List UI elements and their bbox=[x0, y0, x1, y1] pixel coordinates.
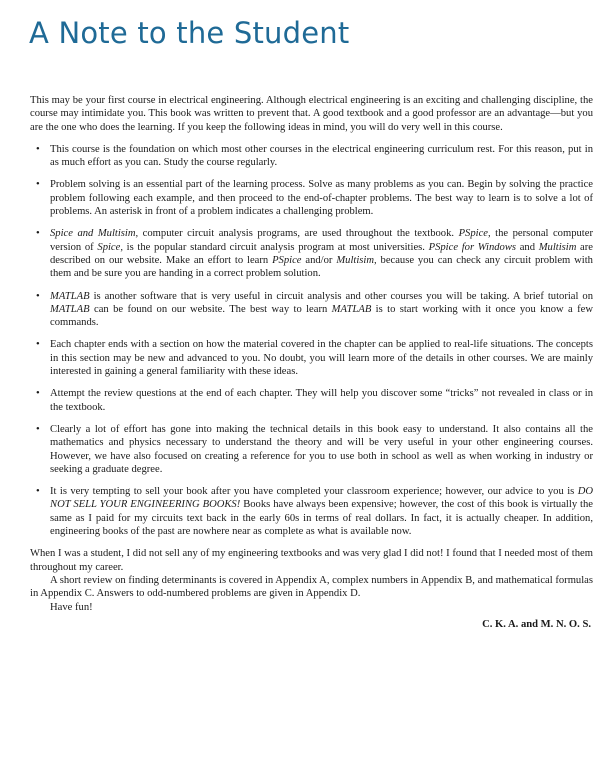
list-item bbox=[30, 485, 593, 538]
list-item-text bbox=[50, 291, 593, 329]
italic-term: Spice, bbox=[97, 241, 123, 253]
list-item-text bbox=[50, 486, 593, 537]
bullet-icon: • bbox=[36, 228, 40, 240]
italic-term: DO NOT SELL YOUR ENGINEERING BOOKS! bbox=[50, 486, 593, 511]
italic-term: MATLAB bbox=[50, 303, 90, 315]
italic-term: Multisim, bbox=[336, 254, 377, 266]
bullet-icon: • bbox=[36, 339, 40, 351]
text-run: Books have always been expensive; however, the cost of this book is virtually the same as I paid for my circuits text back in the early 60s in terms of real dollars. In fact, it is actually cheaper. In addition, engineering books of the past are nowhere near as complete as what is available now. bbox=[50, 499, 593, 538]
text-run: It is very tempting to sell your book after you have completed your classroom experience; however, our advice to you is bbox=[50, 486, 578, 498]
list-item bbox=[30, 178, 593, 218]
list-item-text: Clearly a lot of effort has gone into making the technical details in this book easy to understand. It also contains all the mathematics and physics necessary to understand the theory and will be very useful in your other engineering courses. However, we have also focused on creating a reference for you to use both in school as well as when working in industry or seeking a graduate degree. bbox=[50, 423, 593, 475]
list-item bbox=[30, 143, 593, 170]
italic-term: MATLAB bbox=[331, 303, 372, 315]
bullet-icon: • bbox=[36, 486, 40, 498]
text-run: and bbox=[516, 241, 539, 253]
bullet-icon: • bbox=[36, 388, 40, 400]
text-run: is the popular standard circuit analysis program at most universities. bbox=[122, 241, 429, 253]
tips-list bbox=[30, 143, 593, 538]
italic-term: PSpice, bbox=[458, 228, 491, 240]
list-item bbox=[30, 423, 593, 476]
sign-off: Have fun! bbox=[50, 601, 93, 613]
italic-term: PSpice bbox=[272, 254, 302, 266]
list-item-text: Problem solving is an essential part of the learning process. Solve as many problems as you can. Begin by solving the practice problem following each example, and then proceed to the end-of-chapter problems. The best way to learn is to solve a lot of problems. An asterisk in front of a problem indicates a challenging problem. bbox=[50, 179, 593, 218]
bullet-icon: • bbox=[36, 290, 40, 302]
bullet-icon: • bbox=[36, 423, 40, 435]
list-item bbox=[30, 387, 593, 414]
text-run: computer circuit analysis programs, are used throughout the textbook. bbox=[138, 228, 459, 240]
bullet-icon: • bbox=[36, 179, 40, 191]
bullet-icon: • bbox=[36, 143, 40, 155]
list-item bbox=[30, 227, 593, 280]
list-item-text: Each chapter ends with a section on how the material covered in the chapter can be applied to real-life situations. The concepts in this section may be new and advanced to you. No doubt, you will learn more of the details in other courses. We are mainly interested in gaining a general familiarity with these ideas. bbox=[50, 339, 593, 378]
signature: C. K. A. and M. N. O. S. bbox=[482, 618, 591, 630]
text-run: because you can check any circuit problem with them and be sure you are handing in a correct problem solution. bbox=[50, 254, 593, 280]
list-item-text: Attempt the review questions at the end of each chapter. They will help you discover some “tricks” not revealed in class or in the textbook. bbox=[50, 388, 593, 413]
list-item-text: This course is the foundation on which most other courses in the electrical engineering curriculum rest. For this reason, put in as much effort as you can. Study the course regularly. bbox=[50, 143, 593, 169]
text-run: is to start working with it once you know a few commands. bbox=[50, 303, 593, 329]
text-run: is another software that is very useful in circuit analysis and other courses you will be taking. A brief tutorial on bbox=[89, 290, 593, 302]
page-title: A Note to the Student bbox=[29, 16, 350, 50]
italic-term: MATLAB bbox=[50, 290, 90, 302]
italic-term: PSpice for Windows bbox=[428, 241, 517, 253]
text-run: the personal computer version of bbox=[50, 228, 593, 253]
list-item-text bbox=[50, 228, 593, 279]
italic-term: Multisim bbox=[538, 241, 577, 253]
appendix-paragraph: A short review on finding determinants is covered in Appendix A, complex numbers in Appendix B, and mathematical formulas in Appendix C. Answers to odd-numbered problems are given in Appendix D. bbox=[30, 574, 593, 600]
intro-paragraph: This may be your first course in electrical engineering. Although electrical engineering is an exciting and challenging discipline, the course may intimidate you. This book was written to prevent that. A good textbook and a good professor are an advantage—but you are the one who does the learning. If you keep the following ideas in mind, you will do very well in this course. bbox=[30, 95, 593, 133]
list-item bbox=[30, 290, 593, 330]
italic-term: Spice and Multisim, bbox=[50, 228, 139, 240]
text-run: are described on our website. Make an effort to learn bbox=[50, 241, 593, 266]
closing-paragraph: When I was a student, I did not sell any of my engineering textbooks and was very glad I did not! I found that I needed most of them throughout my career. bbox=[30, 548, 593, 573]
body-text bbox=[30, 94, 593, 631]
text-run: and/or bbox=[301, 254, 337, 266]
text-run: can be found on our website. The best way to learn bbox=[89, 303, 332, 315]
list-item bbox=[30, 338, 593, 378]
